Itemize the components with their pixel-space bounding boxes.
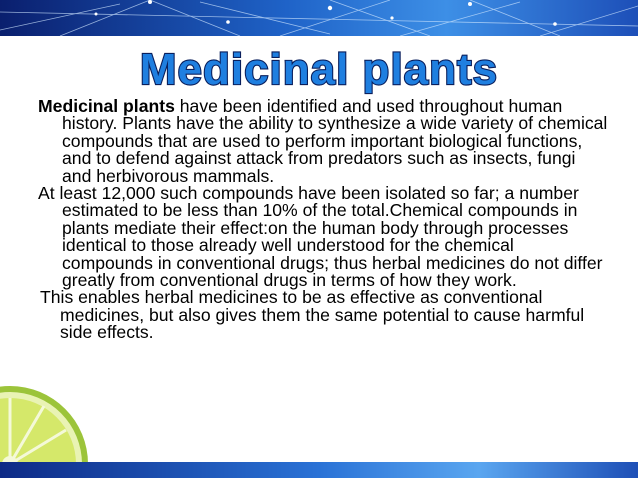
paragraph	[38, 98, 608, 185]
paragraph-text: have been identified and used throughout human history. Plants have the ability to synthesize a wide variety of chemical compounds that are used to perform important biological functions, and to defend against attack from predators such as insects, fungi and herbivorous mammals.	[62, 96, 608, 186]
network-lines-icon	[0, 0, 638, 36]
paragraph	[38, 185, 608, 289]
slide-body	[38, 98, 608, 342]
bottom-band	[0, 462, 638, 478]
paragraph-text: At least 12,000 such compounds have been isolated so far; a number estimated to be less than 10% of the total.Chemical compounds in plants mediate their effect:on the human body through processes identical to those already well understood for the chemical compounds in conventional drugs; thus herbal medicines do not differ greatly from conventional drugs in terms of how they work.	[38, 183, 603, 291]
network-banner	[0, 0, 638, 36]
title-text: Medicinal plants	[139, 45, 499, 94]
paragraph-text: This enables herbal medicines to be as effective as conventional medicines, but also gives them the same potential to cause harmful side effects.	[40, 287, 585, 343]
lime-slice-icon	[0, 384, 90, 474]
bold-lead: Medicinal plants	[38, 96, 175, 116]
paragraph	[38, 289, 608, 341]
